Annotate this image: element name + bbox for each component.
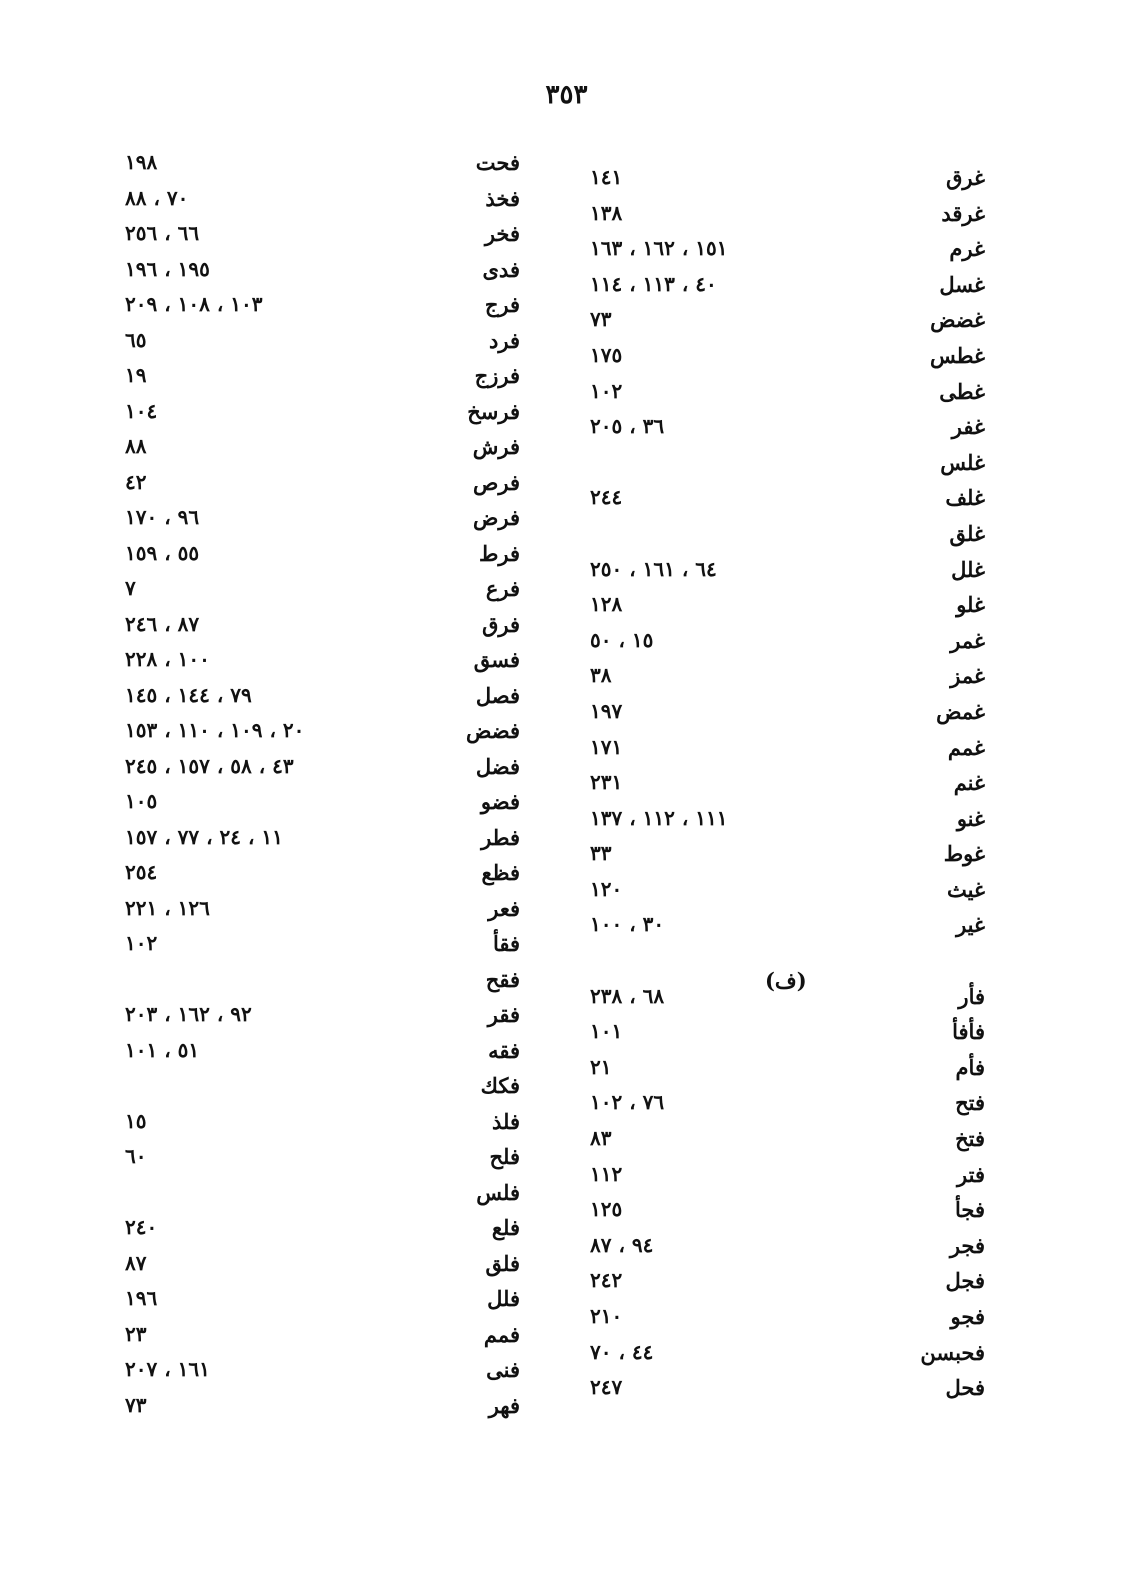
entry-root: فهر (488, 1392, 520, 1418)
entry-pages: ١١٢ (590, 1161, 623, 1186)
index-entry (125, 221, 520, 257)
entry-pages: ١٠٤ (125, 398, 158, 423)
index-entry (590, 485, 990, 521)
entry-root: غلق (949, 520, 985, 546)
entry-root: فلق (485, 1250, 520, 1276)
entry-pages: ١٥ ، ٥٠ (590, 627, 654, 652)
entry-root: فرق (482, 611, 520, 637)
index-entry (590, 1126, 990, 1162)
entry-root: فرد (489, 327, 520, 353)
entry-pages: ١٠٥ (125, 789, 158, 813)
entry-pages: ٢٣ (125, 1321, 147, 1346)
index-entry (125, 860, 520, 896)
entry-pages: ١٢٨ (590, 592, 623, 617)
entry-root: فظع (481, 860, 520, 885)
index-entry (590, 1340, 990, 1376)
index-entry (590, 201, 990, 237)
entry-pages: ٨٧ (125, 1250, 147, 1275)
index-entry (590, 1162, 990, 1198)
index-entry (590, 1019, 990, 1055)
entry-root: فكك (480, 1073, 520, 1098)
index-entry (590, 343, 990, 379)
entry-pages: ١١١ ، ١١٢ ، ١٣٧ (590, 805, 728, 830)
index-entry (125, 1073, 520, 1109)
index-entry (590, 1055, 990, 1091)
entry-root: فلح (489, 1144, 520, 1169)
entry-root: فرزج (474, 363, 520, 388)
entry-root: فلع (491, 1215, 520, 1240)
entry-pages: ٢٤٤ (590, 485, 623, 510)
index-entry (590, 1268, 990, 1304)
entry-pages: ١٧١ (590, 734, 623, 759)
entry-root: فأم (955, 1054, 985, 1080)
entry-root: فرض (472, 505, 520, 530)
entry-pages: ٤٤ ، ٧٠ (590, 1339, 654, 1364)
entry-root: فجو (950, 1304, 985, 1329)
entry-root: فمم (483, 1321, 520, 1347)
index-entry (125, 825, 520, 861)
entry-root: غرق (946, 165, 985, 190)
index-entry (125, 1109, 520, 1145)
entry-pages: ٢٤٧ (590, 1375, 623, 1400)
right-index-column (590, 165, 990, 1411)
entry-pages: ٢١ (590, 1054, 612, 1079)
entry-root: غيث (947, 876, 985, 902)
entry-root: فأر (958, 983, 985, 1009)
entry-pages: ٩٢ ، ١٦٢ ، ٢٠٣ (125, 1002, 252, 1026)
entry-root: غير (956, 912, 985, 938)
entry-root: فجر (949, 1232, 985, 1258)
entry-pages: ٣٦ ، ٢٠٥ (590, 414, 665, 439)
entry-root: فعر (488, 895, 520, 921)
index-entry (590, 1090, 990, 1126)
entry-pages: ١٩٥ ، ١٩٦ (125, 256, 210, 281)
entry-root: فضض (466, 718, 520, 743)
entry-root: فرط (478, 540, 520, 566)
entry-root: فقر (487, 1002, 520, 1027)
entry-pages: ٧٦ ، ١٠٢ (590, 1090, 665, 1115)
index-entry (125, 1357, 520, 1393)
index-entry (125, 967, 520, 1003)
index-entry (590, 379, 990, 415)
index-entry (125, 931, 520, 967)
index-entry (590, 414, 990, 450)
index-entry (125, 470, 520, 506)
index-entry (590, 770, 990, 806)
entry-pages: ٦٨ ، ٢٣٨ (590, 983, 665, 1008)
index-entry (590, 272, 990, 308)
entry-root: فرع (485, 576, 520, 601)
index-entry (590, 877, 990, 913)
section-heading: (ف) (765, 968, 807, 993)
entry-pages: ١٠١ (590, 1019, 623, 1044)
index-entry (125, 789, 520, 825)
index-entry (125, 505, 520, 541)
entry-pages: ٢٣١ (590, 770, 623, 795)
index-entry (125, 683, 520, 719)
entry-root: فجأ (955, 1197, 985, 1223)
entry-root: فتر (957, 1161, 985, 1187)
entry-root: فرش (472, 434, 520, 459)
index-entry (125, 896, 520, 932)
entry-pages: ١٠٠ ، ٢٢٨ (125, 647, 210, 671)
entry-pages: ٧٩ ، ١٤٤ ، ١٤٥ (125, 682, 252, 707)
entry-root: فقأ (492, 931, 520, 956)
page-number: ٣٥٣ (545, 80, 588, 110)
entry-pages: ٢٤٢ (590, 1268, 623, 1293)
index-entry (125, 257, 520, 293)
index-entry (125, 399, 520, 435)
entry-root: فخذ (485, 185, 520, 211)
index-entry (125, 718, 520, 754)
entry-root: فقح (485, 966, 520, 992)
entry-pages: ٧ (125, 576, 136, 600)
entry-root: غسل (939, 271, 985, 297)
entry-pages: ١٠٣ ، ١٠٨ ، ٢٠٩ (125, 292, 263, 316)
entry-root: غرقد (941, 200, 985, 226)
entry-pages: ١٠٢ (125, 931, 158, 955)
entry-pages: ٣٨ (590, 663, 612, 688)
entry-pages: ٣٣ (590, 841, 612, 866)
index-entry (590, 557, 990, 593)
entry-root: غمض (936, 698, 985, 724)
entry-pages: ١٣٨ (590, 200, 623, 225)
index-entry (590, 307, 990, 343)
entry-pages: ١٥ (125, 1108, 147, 1133)
entry-root: فأفأ (952, 1019, 985, 1045)
index-entry (125, 541, 520, 577)
entry-root: فرص (472, 469, 520, 495)
entry-root: فحل (945, 1375, 985, 1401)
index-entry (125, 363, 520, 399)
index-entry (125, 1002, 520, 1038)
entry-pages: ١٤١ (590, 165, 623, 189)
index-entry (125, 1215, 520, 1251)
entry-pages: ٨٨ (125, 434, 147, 458)
entry-pages: ٩٤ ، ٨٧ (590, 1232, 654, 1257)
index-entry (590, 1197, 990, 1233)
entry-pages: ١٠٢ (590, 378, 623, 403)
index-entry (125, 1038, 520, 1074)
entry-pages: ٤٢ (125, 469, 147, 494)
index-entry (125, 1251, 520, 1287)
entry-pages: ٣٠ ، ١٠٠ (590, 912, 665, 937)
entry-root: غفر (951, 414, 985, 440)
index-entry (125, 576, 520, 612)
index-entry (590, 841, 990, 877)
index-entry (125, 1180, 520, 1216)
entry-root: فصل (475, 682, 520, 708)
entry-root: غمز (950, 663, 985, 689)
entry-root: فنى (486, 1357, 520, 1382)
entry-pages: ١٢٠ (590, 876, 623, 901)
entry-pages: ٥٥ ، ١٥٩ (125, 540, 200, 565)
entry-root: غرم (949, 236, 985, 262)
index-entry (590, 628, 990, 664)
index-entry (125, 612, 520, 648)
entry-root: غنم (953, 770, 985, 796)
entry-root: غوط (943, 841, 985, 867)
entry-pages: ١٩٨ (125, 150, 158, 174)
entry-root: فتح (955, 1090, 985, 1116)
entry-pages: ٧٠ ، ٨٨ (125, 185, 189, 210)
entry-root: غطس (930, 342, 985, 368)
entry-root: غلس (940, 449, 985, 475)
entry-root: فرج (484, 292, 520, 317)
index-entry (590, 1304, 990, 1340)
entry-root: فضل (475, 753, 520, 779)
index-entry (125, 150, 520, 186)
index-entry (125, 292, 520, 328)
index-entry (590, 806, 990, 842)
index-entry (125, 647, 520, 683)
index-entry (125, 1322, 520, 1358)
entry-pages: ١٢٦ ، ٢٢١ (125, 895, 210, 920)
entry-pages: ٨٧ ، ٢٤٦ (125, 611, 200, 636)
entry-pages: ٦٥ (125, 327, 147, 352)
index-entry (590, 236, 990, 272)
entry-root: فخر (484, 221, 520, 246)
entry-root: فقه (488, 1037, 520, 1063)
entry-pages: ٥١ ، ١٠١ (125, 1037, 200, 1062)
index-entry (590, 521, 990, 557)
entry-root: فلس (476, 1179, 520, 1205)
index-entry (590, 912, 990, 948)
entry-pages: ١٧٥ (590, 342, 623, 367)
entry-root: فجل (945, 1268, 985, 1294)
entry-root: غلف (945, 485, 985, 511)
index-entry (125, 1393, 520, 1429)
index-entry (590, 1233, 990, 1269)
entry-root: غلل (951, 556, 985, 582)
entry-pages: ١٩٧ (590, 698, 623, 723)
entry-pages: ٤٣ ، ٥٨ ، ١٥٧ ، ٢٤٥ (125, 753, 294, 778)
entry-root: فتخ (955, 1126, 985, 1152)
index-entry (590, 1375, 990, 1411)
index-entry (125, 754, 520, 790)
entry-pages: ٦٤ ، ١٦١ ، ٢٥٠ (590, 556, 717, 581)
entry-root: فسق (473, 647, 520, 672)
entry-pages: ٨٣ (590, 1126, 612, 1151)
entry-pages: ٩٦ ، ١٧٠ (125, 505, 200, 529)
index-entry (590, 735, 990, 771)
entry-root: فحت (475, 150, 520, 175)
entry-pages: ٢٤٠ (125, 1215, 158, 1239)
entry-pages: ٢١٠ (590, 1304, 623, 1328)
entry-pages: ٧٣ (125, 1392, 147, 1417)
index-entry (125, 328, 520, 364)
left-index-column (125, 150, 520, 1428)
entry-pages: ٧٣ (590, 307, 612, 332)
index-entry (590, 699, 990, 735)
entry-root: غطى (939, 378, 985, 404)
entry-root: فطر (481, 824, 520, 850)
entry-root: غمر (950, 627, 985, 653)
entry-pages: ١٦١ ، ٢٠٧ (125, 1357, 210, 1381)
entry-pages: ١١ ، ٢٤ ، ٧٧ ، ١٥٧ (125, 824, 283, 849)
entry-pages: ١٩ (125, 363, 147, 387)
index-entry (590, 450, 990, 486)
index-entry (125, 186, 520, 222)
entry-root: غلو (956, 592, 985, 618)
index-entry (590, 165, 990, 201)
entry-pages: ٢٠ ، ١٠٩ ، ١١٠ ، ١٥٣ (125, 718, 305, 742)
entry-root: فرسخ (467, 398, 520, 424)
entry-pages: ١٢٥ (590, 1197, 623, 1222)
entry-pages: ٢٥٤ (125, 860, 158, 884)
entry-pages: ١٥١ ، ١٦٢ ، ١٦٣ (590, 236, 728, 261)
entry-pages: ٦٦ ، ٢٥٦ (125, 221, 200, 245)
index-entry (590, 592, 990, 628)
entry-pages: ١٩٦ (125, 1286, 158, 1310)
index-entry (125, 434, 520, 470)
entry-root: فلذ (491, 1108, 520, 1134)
index-entry (125, 1286, 520, 1322)
entry-root: فلل (487, 1286, 520, 1311)
index-entry (125, 1144, 520, 1180)
entry-pages: ٦٠ (125, 1144, 147, 1168)
entry-root: فحبسن (920, 1339, 985, 1365)
index-entry (590, 663, 990, 699)
entry-root: فضو (480, 789, 520, 814)
entry-pages: ٤٠ ، ١١٣ ، ١١٤ (590, 271, 717, 296)
entry-root: غنو (956, 805, 985, 831)
entry-root: فدى (482, 256, 520, 282)
entry-root: غمم (947, 734, 985, 760)
entry-root: غضض (930, 307, 985, 333)
